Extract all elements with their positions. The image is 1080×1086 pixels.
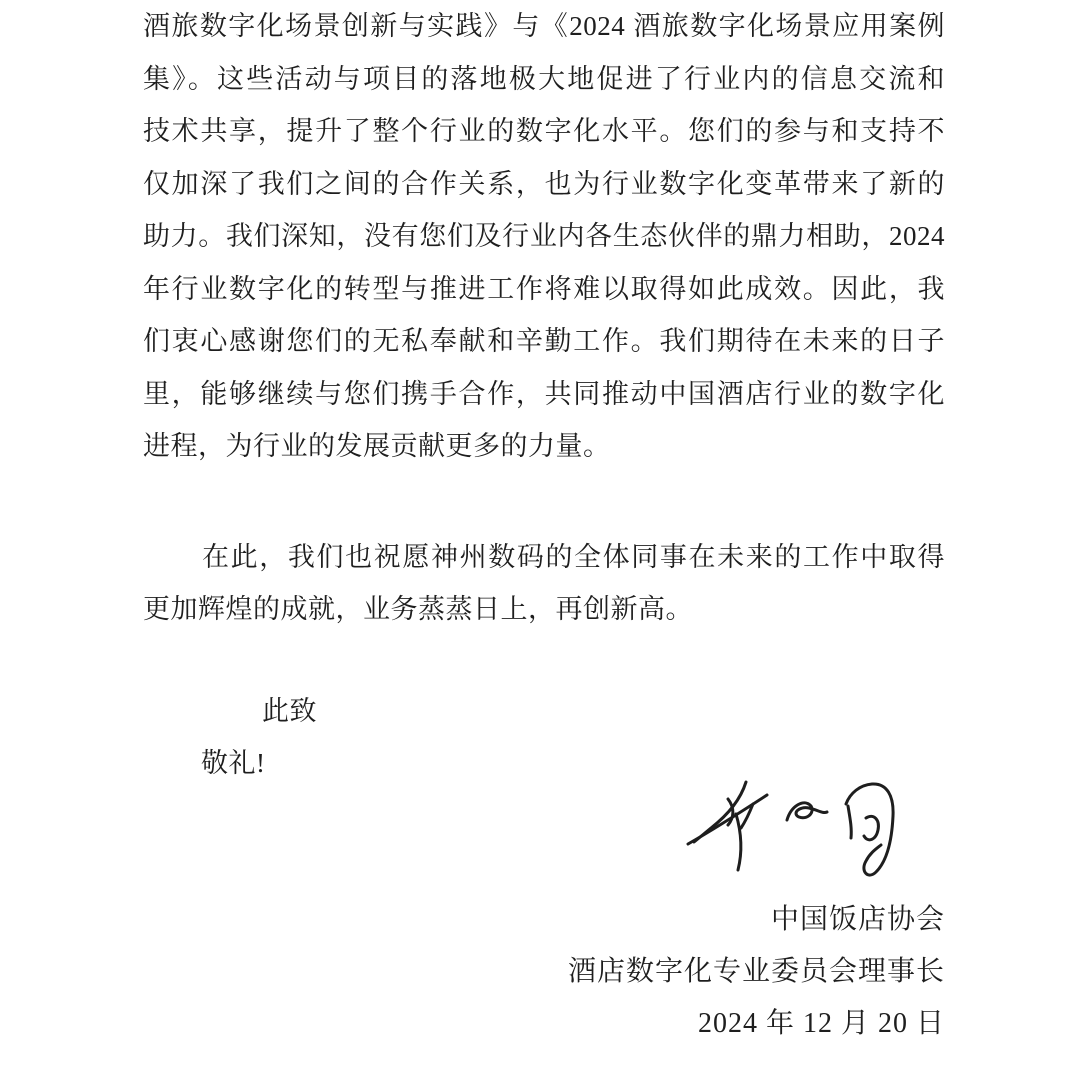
text-line: 年行业数字化的转型与推进工作将难以取得如此成效。因此，我 <box>143 273 945 304</box>
text-line: 进程，为行业的发展贡献更多的力量。 <box>143 431 611 461</box>
text-line: 中国饭店协会 <box>770 904 945 935</box>
letter-body <box>143 0 945 790</box>
text-line: 助力。我们深知，没有您们及行业内各生态伙伴的鼎力相助，2024 <box>143 221 945 251</box>
text-line: 酒旅数字化场景创新与实践》与《2024 酒旅数字化场景应用案例 <box>143 11 945 41</box>
paragraph-2 <box>143 531 945 636</box>
paragraph-1 <box>143 0 945 473</box>
signoff-block <box>143 894 945 1050</box>
text-line: 技术共享，提升了整个行业的数字化水平。您们的参与和支持不 <box>143 116 945 146</box>
text-line: 们衷心感谢您们的无私奉献和辛勤工作。我们期待在未来的日子 <box>143 326 945 356</box>
closing-cizhi: 此致 <box>262 695 317 726</box>
text-line: 在此，我们也祝愿神州数码的全体同事在未来的工作中取得 <box>202 541 945 572</box>
text-line: 2024 年 12 月 20 日 <box>697 1008 945 1039</box>
text-line: 里，能够继续与您们携手合作，共同推动中国酒店行业的数字化 <box>143 378 945 409</box>
closing-jingli: 敬礼! <box>201 748 266 778</box>
text-line: 集》。这些活动与项目的落地极大地促进了行业内的信息交流和 <box>143 63 945 94</box>
text-line: 更加辉煌的成就，业务蒸蒸日上，再创新高。 <box>143 594 693 624</box>
text-line: 仅加深了我们之间的合作关系，也为行业数字化变革带来了新的 <box>143 168 945 199</box>
handwritten-signature-icon <box>660 765 920 890</box>
text-line: 酒店数字化专业委员会理事长 <box>567 956 945 987</box>
